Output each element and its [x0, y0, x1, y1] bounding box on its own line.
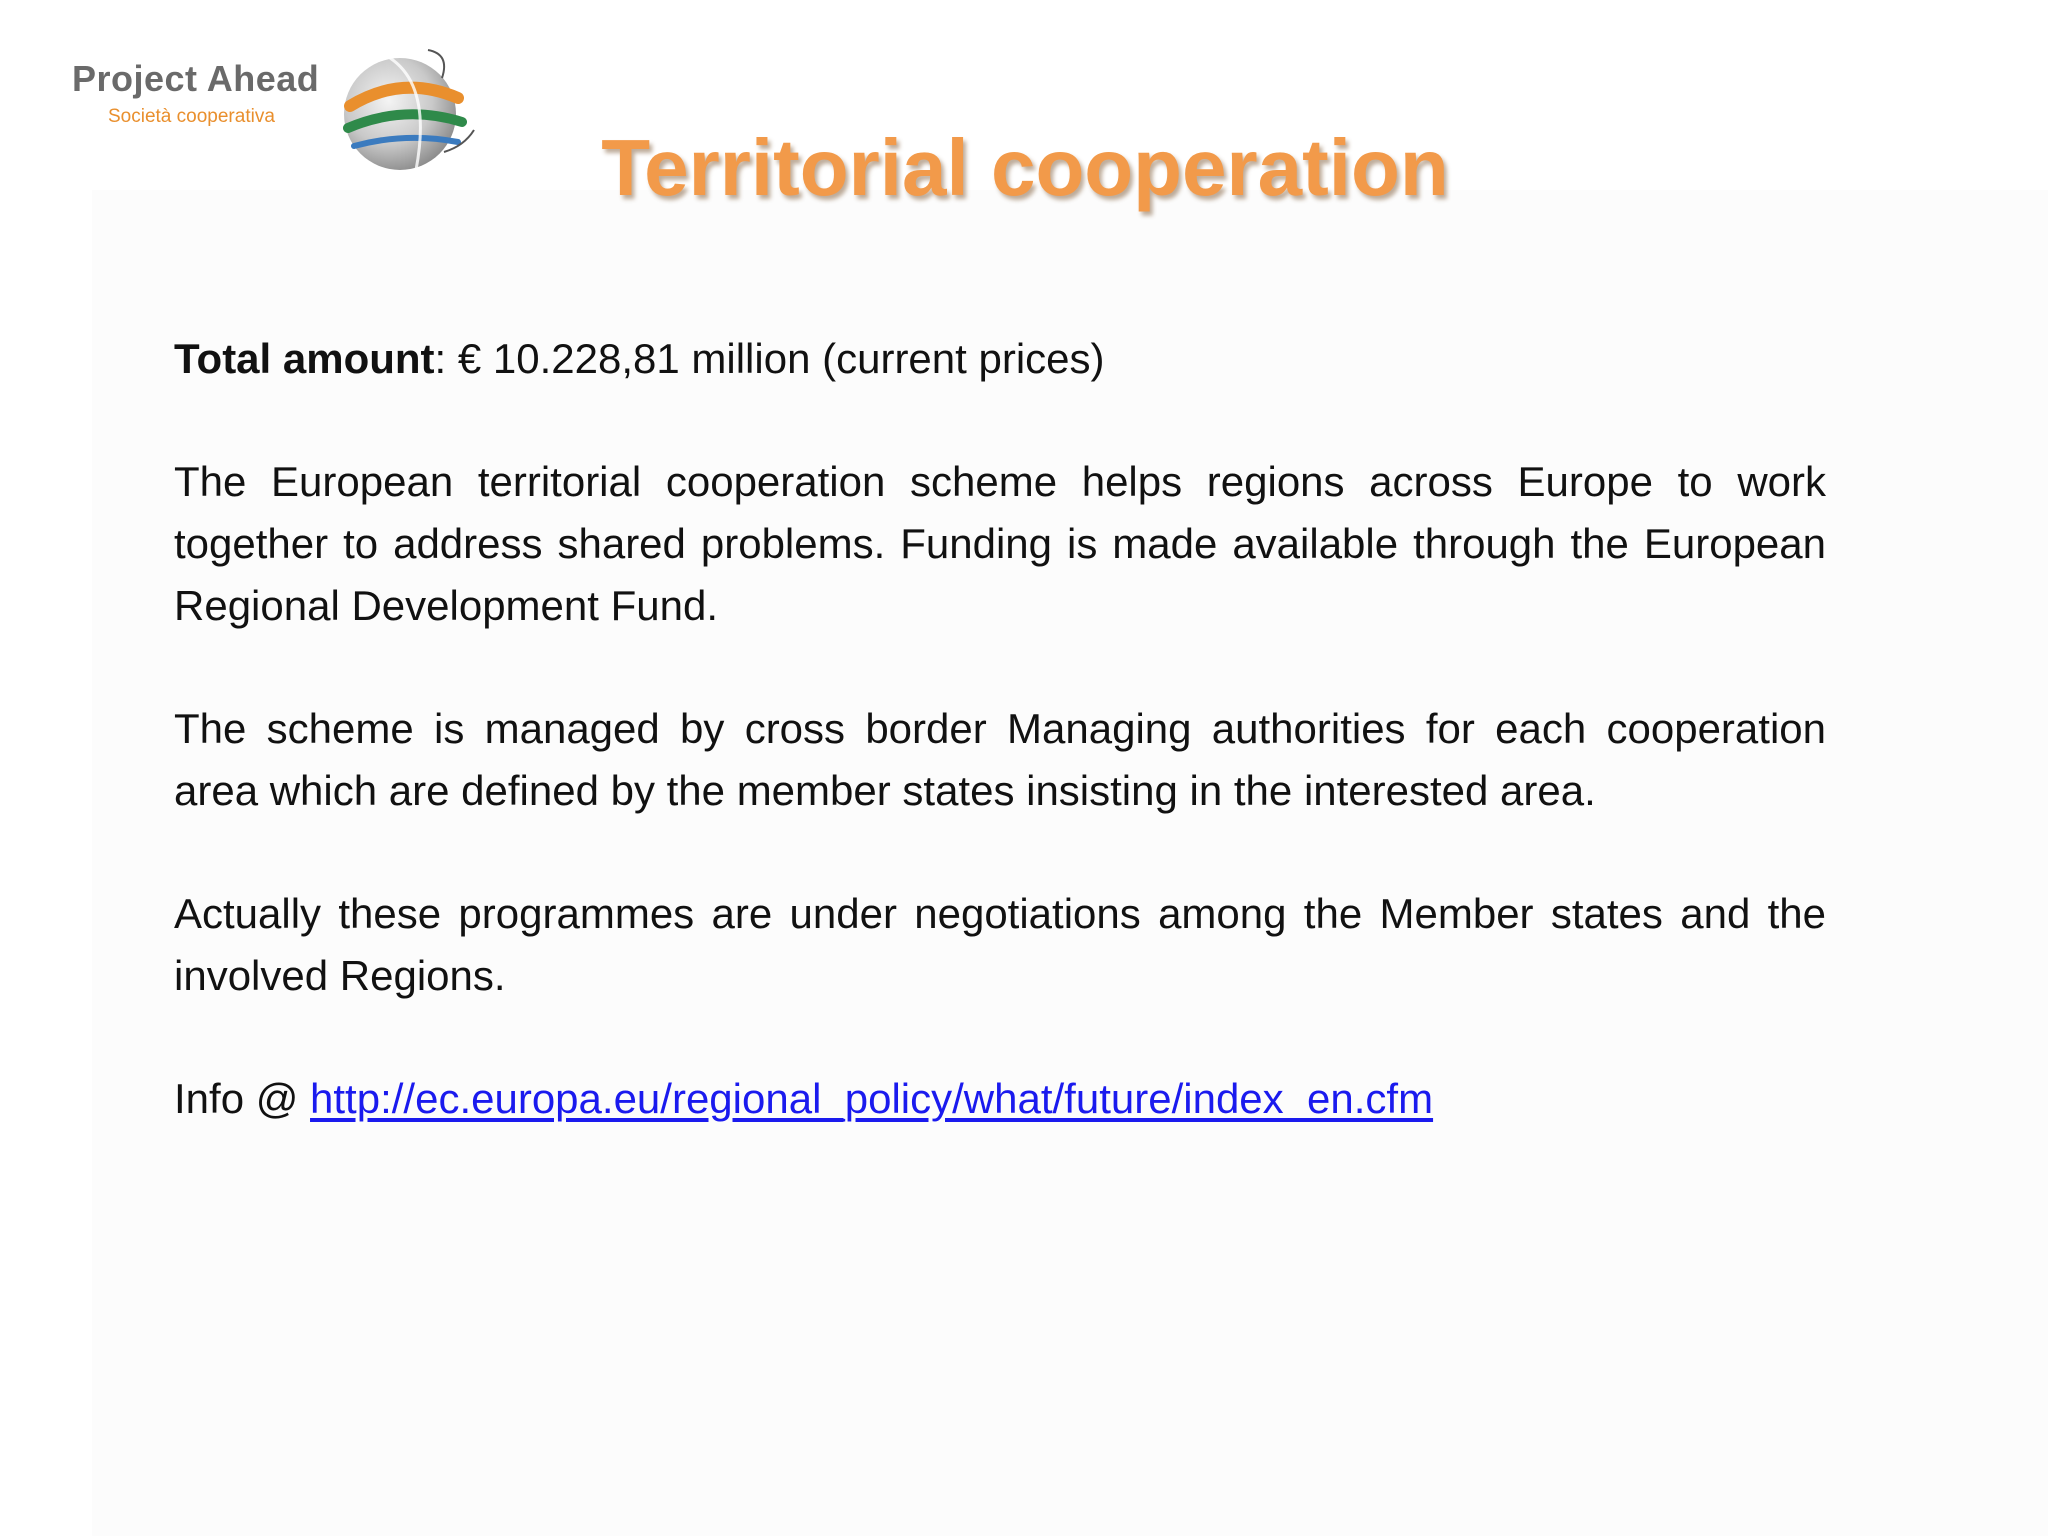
- slide-content: [174, 328, 1826, 1191]
- info-line: [174, 1068, 1826, 1130]
- total-amount-value: : € 10.228,81 million (current prices): [434, 335, 1105, 382]
- logo-name: Project Ahead: [72, 58, 320, 99]
- slide-title-text: Territorial cooperation: [601, 123, 1449, 212]
- info-link[interactable]: http://ec.europa.eu/regional_policy/what/future/index_en.cfm: [310, 1075, 1434, 1122]
- info-prefix: Info @: [174, 1075, 311, 1122]
- total-amount-line: [174, 328, 1826, 390]
- logo-subtitle: Società cooperativa: [108, 106, 275, 127]
- slide-title: [1, 122, 2048, 214]
- paragraph-management: The scheme is managed by cross border Managing authorities for each cooperation area which are defined by the member states insisting in the interested area.: [174, 705, 1826, 814]
- globe-icon: [332, 46, 480, 176]
- total-amount-label: Total amount: [174, 335, 435, 382]
- paragraph-scheme-description: The European territorial cooperation scheme helps regions across Europe to work together to address shared problems. Funding is made available through the European Regional Development Fund.: [174, 458, 1826, 629]
- paragraph-negotiations: Actually these programmes are under negotiations among the Member states and the involved Regions.: [174, 890, 1826, 999]
